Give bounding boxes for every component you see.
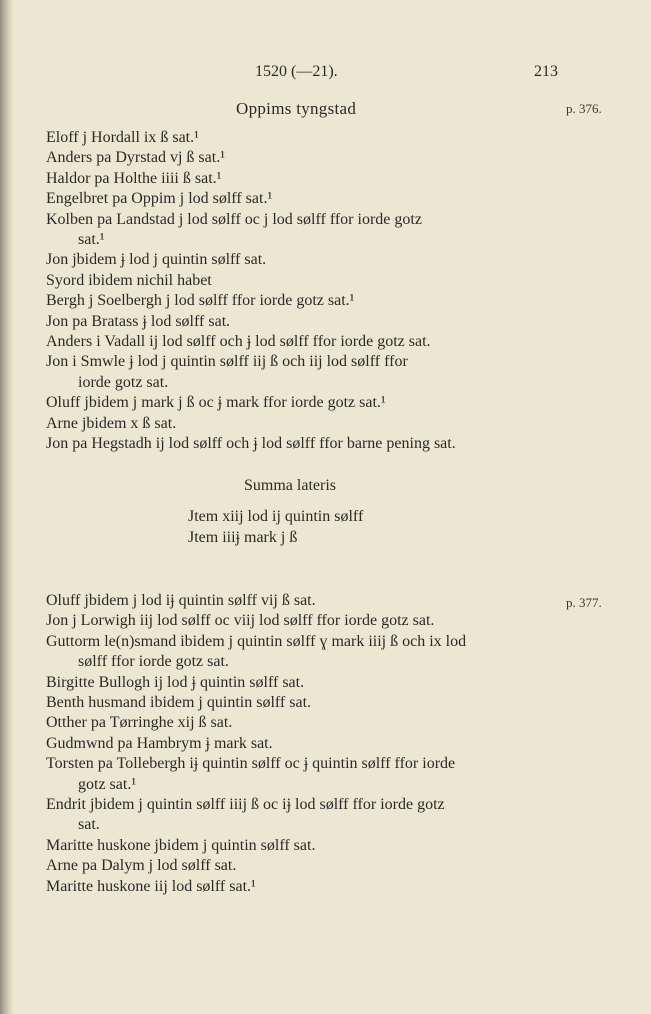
running-header: 1520 (—21). xyxy=(255,63,338,80)
entry-line: Maritte huskone iij lod sølff sat.¹ xyxy=(46,877,256,895)
entry-line: Eloff j Hordall ix ß sat.¹ xyxy=(46,129,199,146)
entry-line-continuation: sølff ffor iorde gotz sat. xyxy=(78,653,229,671)
entry-line-continuation: gotz sat.¹ xyxy=(78,775,137,793)
entry-line: Arne jbidem x ß sat. xyxy=(46,414,177,432)
entry-line: Syord ibidem nichil habet xyxy=(46,271,212,289)
entry-line: Jon j Lorwigh iij lod sølff oc viij lod sølff ffor iorde gotz sat. xyxy=(46,612,435,630)
entry-line-continuation: sat.¹ xyxy=(78,231,105,249)
summa-line: Jtem iiiɉ mark j ß xyxy=(188,529,298,546)
entry-line: Jon jbidem ɉ lod j quintin sølff sat. xyxy=(46,251,267,269)
entry-line: Jon pa Bratass ɉ lod sølff sat. xyxy=(46,312,231,330)
section-title: Oppims tyngstad xyxy=(236,99,357,118)
entry-line: Arne pa Dalym j lod sølff sat. xyxy=(46,857,237,875)
entry-line: Bergh j Soelbergh j lod sølff ffor iorde gotz sat.¹ xyxy=(46,292,355,310)
entry-line: Jon i Smwle ɉ lod j quintin sølff iij ß och iij lod sølff ffor xyxy=(46,353,408,371)
entry-line: Haldor pa Holthe iiii ß sat.¹ xyxy=(46,169,222,187)
entry-line: Engelbret pa Oppim j lod sølff sat.¹ xyxy=(46,190,273,208)
entry-line: Benth husmand ibidem j quintin sølff sat. xyxy=(46,694,312,712)
entry-line: Anders i Vadall ij lod sølff och ɉ lod sølff ffor iorde gotz sat. xyxy=(46,333,431,351)
page-number: 213 xyxy=(534,63,558,80)
entry-line: Guttorm le(n)smand ibidem j quintin sølff ɣ mark iiij ß och ix lod xyxy=(46,632,467,650)
margin-reference: p. 376. xyxy=(566,101,602,116)
entry-line: Otther pa Tørringhe xij ß sat. xyxy=(46,714,233,732)
entry-line: Endrit jbidem j quintin sølff iiij ß oc iɉ lod sølff ffor iorde gotz xyxy=(46,796,445,814)
entry-line: Kolben pa Landstad j lod sølff oc j lod sølff ffor iorde gotz xyxy=(46,210,422,228)
entry-line: Gudmwnd pa Hambrym ɉ mark sat. xyxy=(46,734,273,752)
entry-line: Oluff jbidem j mark j ß oc ɉ mark ffor iorde gotz sat.¹ xyxy=(46,394,386,412)
entry-line: Birgitte Bullogh ij lod ɉ quintin sølff sat. xyxy=(46,673,305,691)
entry-line: Anders pa Dyrstad vj ß sat.¹ xyxy=(46,149,225,167)
entries-bottom xyxy=(46,591,566,897)
entry-line-continuation: iorde gotz sat. xyxy=(78,373,169,391)
margin-reference: p. 377. xyxy=(566,595,602,610)
summa-line: Jtem xiij lod ij quintin sølff xyxy=(188,508,364,525)
entries-top xyxy=(46,128,566,455)
entry-line: Torsten pa Tollebergh iɉ quintin sølff oc ɉ quintin sølff ffor iorde xyxy=(46,755,456,773)
entry-line: Oluff jbidem j lod iɉ quintin sølff vij ß sat. xyxy=(46,592,316,609)
summa-title: Summa lateris xyxy=(244,477,336,494)
entry-line: Maritte huskone jbidem j quintin sølff sat. xyxy=(46,836,316,854)
entry-line-continuation: sat. xyxy=(78,816,100,834)
entry-line: Jon pa Hegstadh ij lod sølff och ɉ lod sølff ffor barne pening sat. xyxy=(46,435,456,453)
